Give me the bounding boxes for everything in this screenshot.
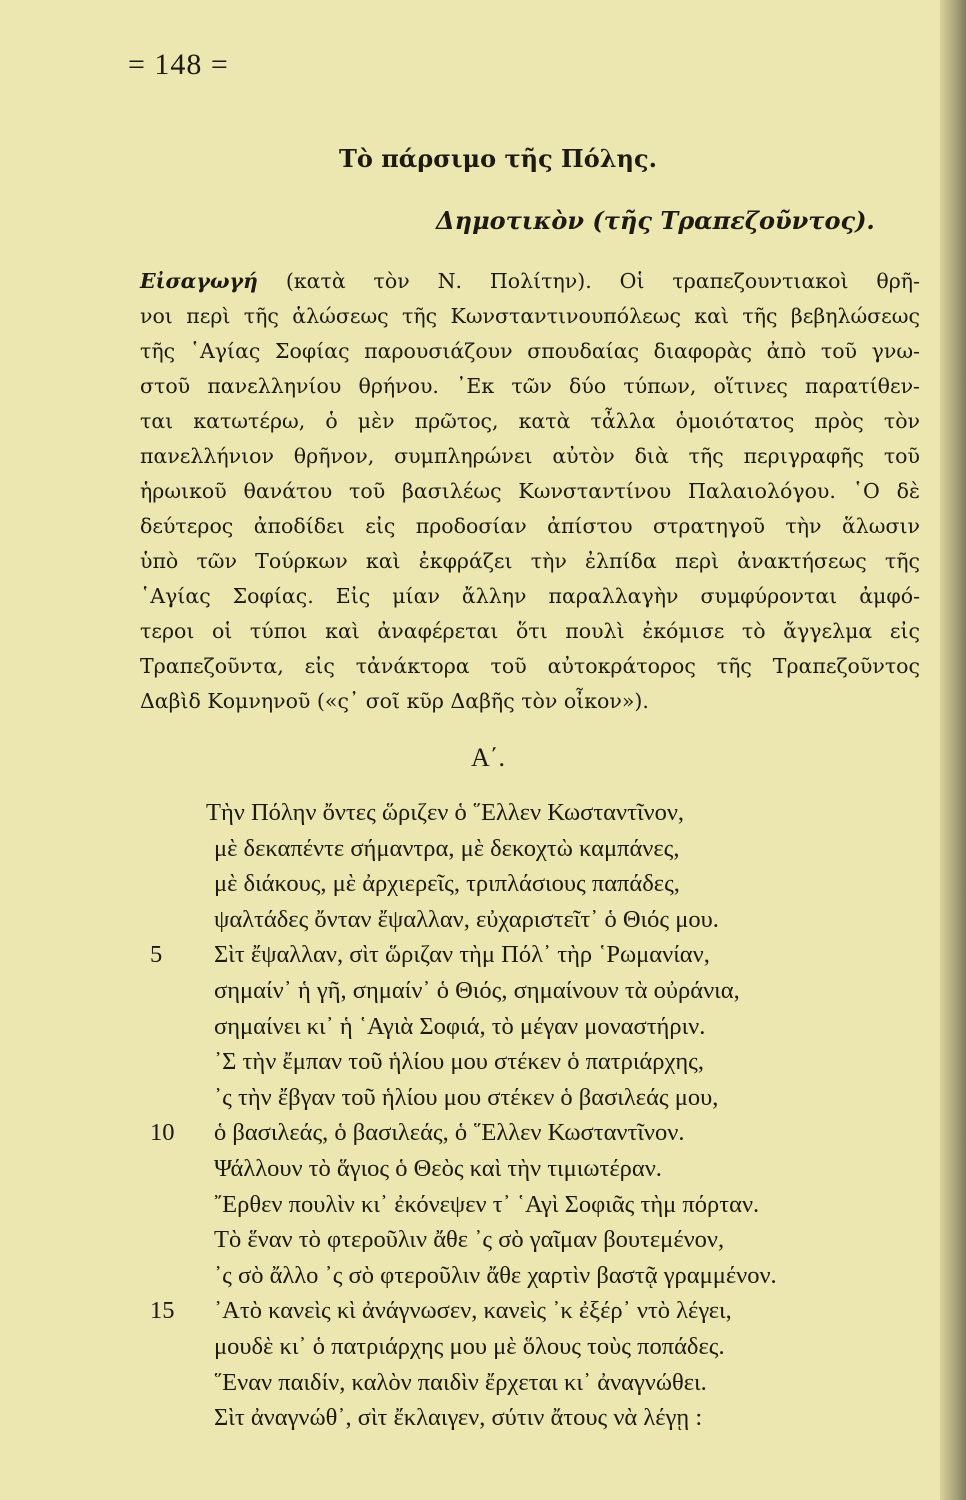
verse-line xyxy=(150,795,910,831)
verse-line xyxy=(150,1222,910,1258)
intro-line: Δαβὶδ Κομνηνοῦ («ς᾿ σοῖ κῦρ Δαβῆς τὸν οἶκον»). xyxy=(140,689,649,713)
poem-subtitle: Δημοτικὸν (τῆς Τραπεζοῦντος). xyxy=(436,206,875,235)
intro-line: δεύτερος ἀποδίδει εἰς προδοσίαν ἀπίστου στρατηγοῦ τὴν ἅλωσιν xyxy=(140,514,920,538)
line-number: 15 xyxy=(150,1297,175,1325)
verse-line xyxy=(150,973,910,1009)
introduction-paragraph xyxy=(140,264,920,719)
verse-text: σημαίν᾿ ἡ γῆ, σημαίν᾿ ὁ Θιός, σημαίνουν τὰ οὐράνια, xyxy=(214,976,740,1004)
verse-text: μουδὲ κι᾿ ὁ πατριάρχης μου μὲ ὅλους τοὺς ποπάδες. xyxy=(214,1332,725,1360)
intro-line: ται κατωτέρω, ὁ μὲν πρῶτος, κατὰ τἆλλα ὁμοιότατος πρὸς τὸν xyxy=(140,409,920,433)
verse-text: ᾿Ατὸ κανεὶς κὶ ἀνάγνωσεν, κανεὶς ᾿κ ἐξέρ᾿ ντὸ λέγει, xyxy=(214,1297,732,1325)
verse-text: ᾿ς σὸ ἄλλο ᾿ς σὸ φτεροῦλιν ἄθε χαρτὶν βαστᾷ γραμμένον. xyxy=(214,1261,777,1289)
verse-line xyxy=(150,1187,910,1223)
verse-text: Σὶτ ἔψαλλαν, σὶτ ὥριζαν τὴμ Πόλ᾿ τὴρ ῾Ρωμανίαν, xyxy=(214,941,710,969)
verse-line xyxy=(150,1293,910,1329)
verse-text: ῎Ερθεν πουλὶν κι᾿ ἐκόνεψεν τ᾿ ῾Αγὶ Σοφιᾶς τὴμ πόρταν. xyxy=(214,1190,760,1218)
intro-line: ῾Αγίας Σοφίας. Εἰς μίαν ἄλλην παραλλαγὴν συμφύρονται ἀμφό- xyxy=(140,584,920,608)
verse-line xyxy=(150,937,910,973)
verse-line xyxy=(150,831,910,867)
intro-line: Τραπεζοῦντα, εἰς τἀνάκτορα τοῦ αὐτοκράτορος τῆς Τραπεζοῦντος xyxy=(140,654,920,678)
poem-verses xyxy=(150,795,910,1436)
intro-line: Εἰσαγωγή (κατὰ τὸν Ν. Πολίτην). Οἱ τραπεζουντιακοὶ θρῆ- xyxy=(140,269,920,293)
verse-line xyxy=(150,1009,910,1045)
verse-text: Ψάλλουν τὸ ἅγιος ὁ Θεὸς καὶ τὴν τιμιωτέραν. xyxy=(214,1154,662,1182)
verse-line xyxy=(150,1115,910,1151)
intro-line: ὑπὸ τῶν Τούρκων καὶ ἐκφράζει τὴν ἐλπίδα περὶ ἀνακτήσεως τῆς xyxy=(140,549,920,573)
verse-line xyxy=(150,1258,910,1294)
intro-lead: Εἰσαγωγή xyxy=(140,269,258,293)
line-number: 10 xyxy=(150,1119,175,1147)
verse-text: μὲ δεκαπέντε σήμαντρα, μὲ δεκοχτὼ καμπάνες, xyxy=(214,834,680,862)
intro-line: τῆς ῾Αγίας Σοφίας παρουσιάζουν σπουδαίας διαφορὰς ἀπὸ τοῦ γνω- xyxy=(140,339,920,363)
verse-text: Τὴν Πόλην ὄντες ὥριζεν ὁ ῞Ελλεν Κωσταντῖνον, xyxy=(206,799,685,826)
verse-text: ψαλτάδες ὄνταν ἔψαλλαν, εὐχαριστεῖτ᾿ ὁ Θιός μου. xyxy=(214,905,719,933)
verse-line xyxy=(150,1151,910,1187)
verse-line xyxy=(150,1329,910,1365)
verse-line xyxy=(150,1400,910,1436)
intro-line: στοῦ πανελληνίου θρήνου. ᾿Εκ τῶν δύο τύπων, οἵτινες παρατίθεν- xyxy=(140,374,920,398)
verse-text: ᾿Σ τὴν ἔμπαν τοῦ ἡλίου μου στέκεν ὁ πατριάρχης, xyxy=(214,1048,705,1076)
verse-text: ὁ βασιλεάς, ὁ βασιλεάς, ὁ ῞Ελλεν Κωσταντῖνον. xyxy=(214,1119,685,1147)
page-number: = 148 = xyxy=(128,48,229,81)
poem-title: Τὸ πάρσιμο τῆς Πόλης. xyxy=(339,144,657,173)
intro-line: τεροι οἱ τύποι καὶ ἀναφέρεται ὅτι πουλὶ ἐκόμισε τὸ ἄγγελμα εἰς xyxy=(140,619,920,643)
intro-line: ἡρωικοῦ θανάτου τοῦ βασιλέως Κωνσταντίνου Παλαιολόγου. ῾Ο δὲ xyxy=(140,479,920,503)
verse-line xyxy=(150,902,910,938)
verse-text: Σὶτ ἀναγνώθ᾿, σὶτ ἔκλαιγεν, σύτιν ἄτους νὰ λέγῃ : xyxy=(214,1404,703,1432)
verse-line xyxy=(150,1365,910,1401)
verse-line xyxy=(150,1080,910,1116)
verse-line xyxy=(150,1044,910,1080)
verse-text: ῞Εναν παιδίν, καλὸν παιδὶν ἔρχεται κι᾿ ἀναγνώθει. xyxy=(214,1368,707,1396)
verse-text: σημαίνει κι᾿ ἡ ῾Αγιὰ Σοφιά, τὸ μέγαν μοναστήριν. xyxy=(214,1012,706,1040)
verse-line xyxy=(150,866,910,902)
line-number: 5 xyxy=(150,941,163,969)
verse-text: Τὸ ἕναν τὸ φτεροῦλιν ἄθε ᾿ς σὸ γαῖμαν βουτεμένον, xyxy=(214,1226,725,1254)
verse-text: μὲ διάκους, μὲ ἀρχιερεῖς, τριπλάσιους παπάδες, xyxy=(214,870,680,898)
section-label: Α΄. xyxy=(471,743,505,772)
verse-text: ᾿ς τὴν ἔβγαν τοῦ ἡλίου μου στέκεν ὁ βασιλεάς μου, xyxy=(214,1083,719,1111)
intro-line: νοι περὶ τῆς ἁλώσεως τῆς Κωνσταντινουπόλεως καὶ τῆς βεβηλώσεως xyxy=(140,304,920,328)
intro-line: πανελλήνιον θρῆνον, συμπληρώνει αὐτὸν διὰ τῆς περιγραφῆς τοῦ xyxy=(140,444,920,468)
